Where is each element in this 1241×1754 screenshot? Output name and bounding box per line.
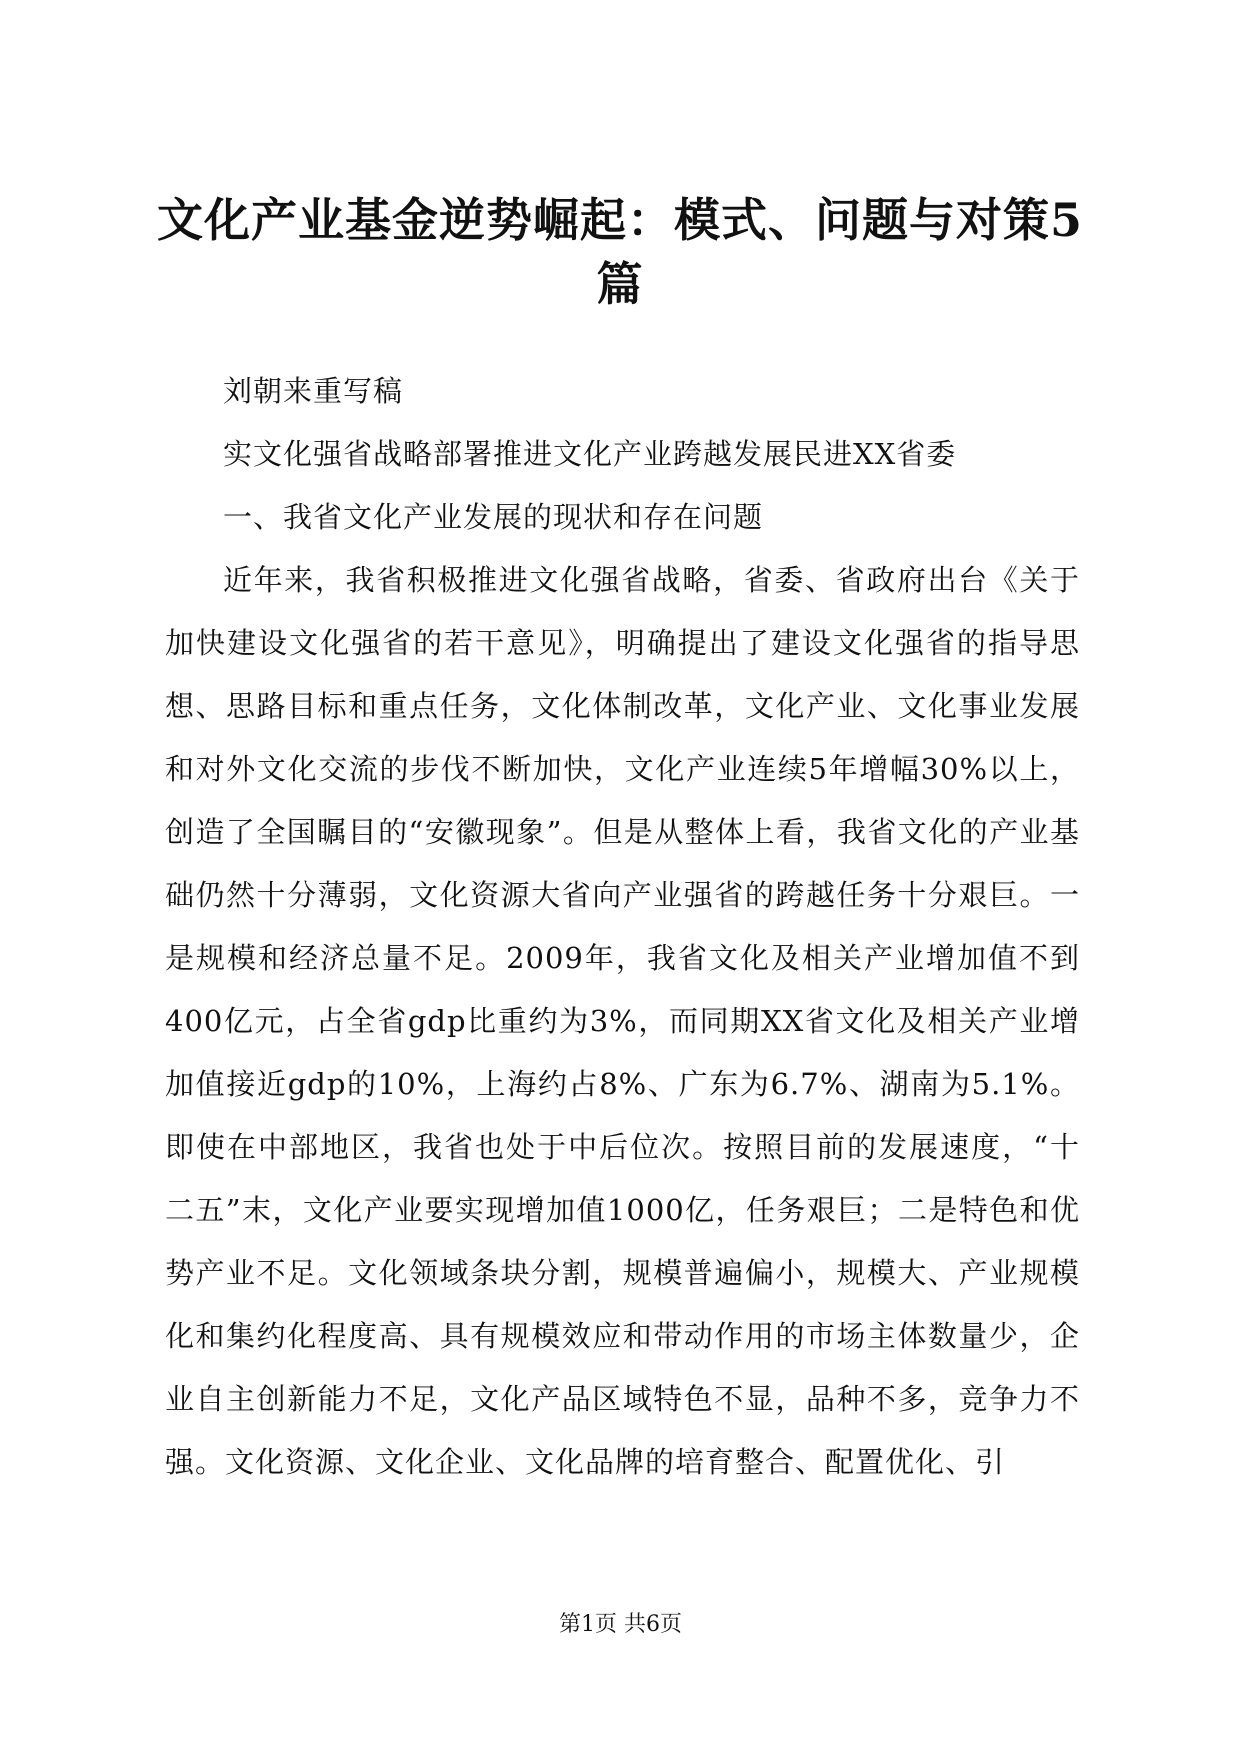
section-heading: 一、我省文化产业发展的现状和存在问题 [223,500,764,534]
paragraph-author: 刘朝来重写稿 [223,374,404,408]
document-body [165,360,1080,1494]
paragraph-body: 近年来，我省积极推进文化强省战略，省委、省政府出台《关于加快建设文化强省的若干意见》，明确提出了建设文化强省的指导思想、思路目标和重点任务，文化体制改革，文化产业、文化事业发展和对外文化交流的步伐不断加快，文化产业连续5年增幅30%以上，创造了全国瞩目的“安徽现象”。但是从整体上看，我省文化的产业基础仍然十分薄弱，文化资源大省向产业强省的跨越任务十分艰巨。一是规模和经济总量不足。2009年，我省文化及相关产业增加值不到400亿元，占全省gdp比重约为3%，而同期XX省文化及相关产业增加值接近gdp的10%，上海约占8%、广东为6.7%、湖南为5.1%。即使在中部地区，我省也处于中后位次。按照目前的发展速度，“十二五”末，文化产业要实现增加值1000亿，任务艰巨；二是特色和优势产业不足。文化领域条块分割，规模普遍偏小，规模大、产业规模化和集约化程度高、具有规模效应和带动作用的市场主体数量少，企业自主创新能力不足，文化产品区域特色不显，品种不多，竞争力不强。文化资源、文化企业、文化品牌的培育整合、配置优化、引 [165,563,1080,1479]
page-footer: 第1页 共6页 [559,1612,682,1637]
document-title: 文化产业基金逆势崛起：模式、问题与对策5篇 [156,193,1083,311]
paragraph-subtitle: 实文化强省战略部署推进文化产业跨越发展民进XX省委 [223,437,957,471]
